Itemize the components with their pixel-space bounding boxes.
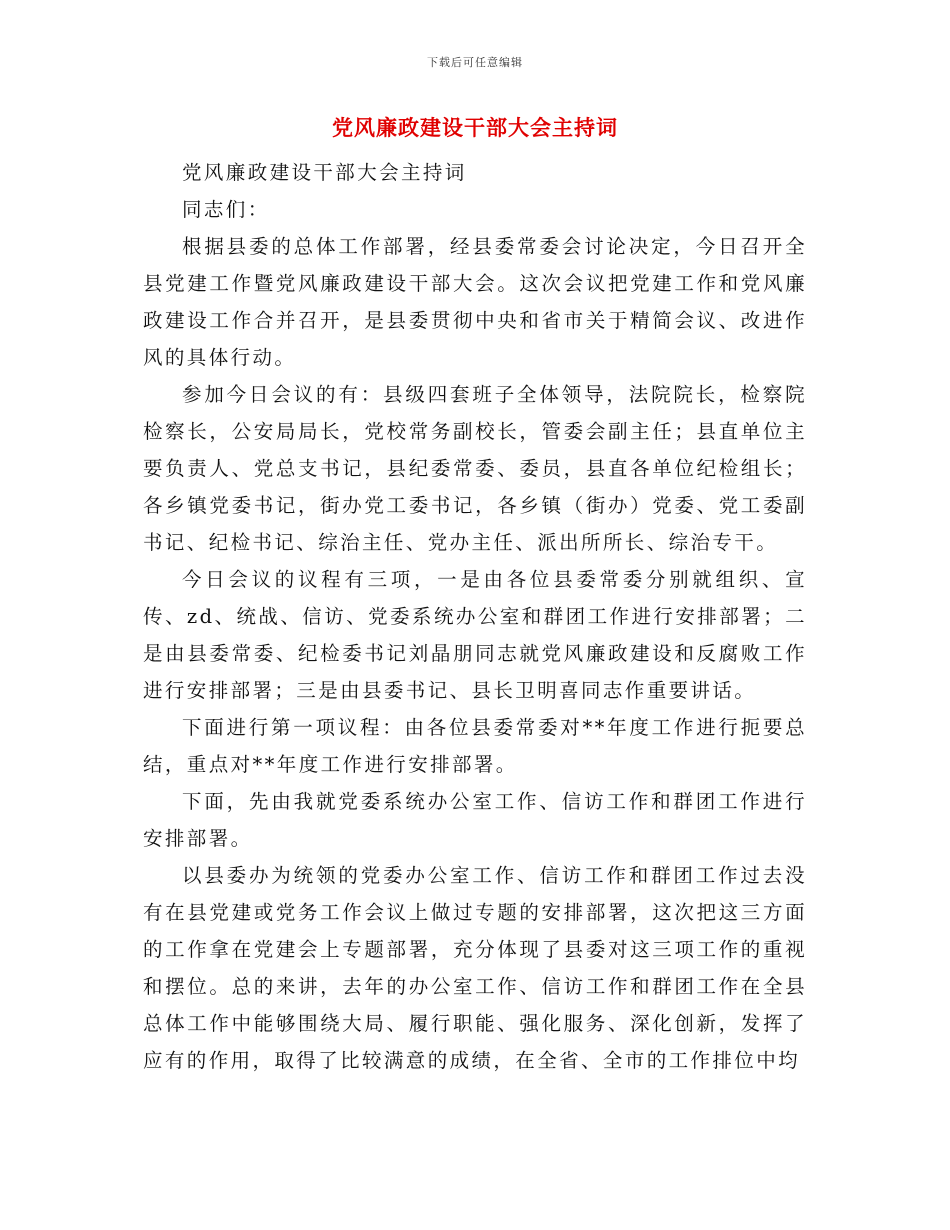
body-paragraph: 下面进行第一项议程：由各位县委常委对**年度工作进行扼要总结，重点对**年度工作进行安排部署。 [143,716,807,776]
subtitle-paragraph: 党风廉政建设干部大会主持词 [182,161,467,184]
body-paragraph: 参加今日会议的有：县级四套班子全体领导，法院院长，检察院检察长，公安局局长，党校常务副校长，管委会副主任；县直单位主要负责人、党总支书记，县纪委常委、委员，县直各单位纪检组长；各乡镇党委书记，街办党工委书记，各乡镇（街办）党委、党工委副书记、纪检书记、综治主任、党办主任、派出所所长、综治专干。 [143,383,807,554]
page-header-note: 下载后可任意编辑 [427,56,523,69]
body-paragraph: 根据县委的总体工作部署，经县委常委会讨论决定，今日召开全县党建工作暨党风廉政建设干部大会。这次会议把党建工作和党风廉政建设工作合并召开，是县委贯彻中央和省市关于精简会议、改进作风的具体行动。 [143,235,807,369]
document-body [143,154,807,1079]
body-paragraph: 今日会议的议程有三项，一是由各位县委常委分别就组织、宣传、zd、统战、信访、党委系统办公室和群团工作进行安排部署；二是由县委常委、纪检委书记刘晶朋同志就党风廉政建设和反腐败工作进行安排部署；三是由县委书记、县长卫明喜同志作重要讲话。 [143,568,807,702]
body-paragraph: 下面，先由我就党委系统办公室工作、信访工作和群团工作进行安排部署。 [143,790,807,850]
salutation-paragraph: 同志们： [182,198,270,221]
document-title: 党风廉政建设干部大会主持词 [332,116,618,140]
body-paragraph: 以县委办为统领的党委办公室工作、信访工作和群团工作过去没有在县党建或党务工作会议上做过专题的安排部署，这次把这三方面的工作拿在党建会上专题部署，充分体现了县委对这三项工作的重视和摆位。总的来讲，去年的办公室工作、信访工作和群团工作在全县总体工作中能够围绕大局、履行职能、强化服务、深化创新，发挥了应有的作用，取得了比较满意的成绩，在全省、全市的工作排位中均 [143,864,807,1072]
